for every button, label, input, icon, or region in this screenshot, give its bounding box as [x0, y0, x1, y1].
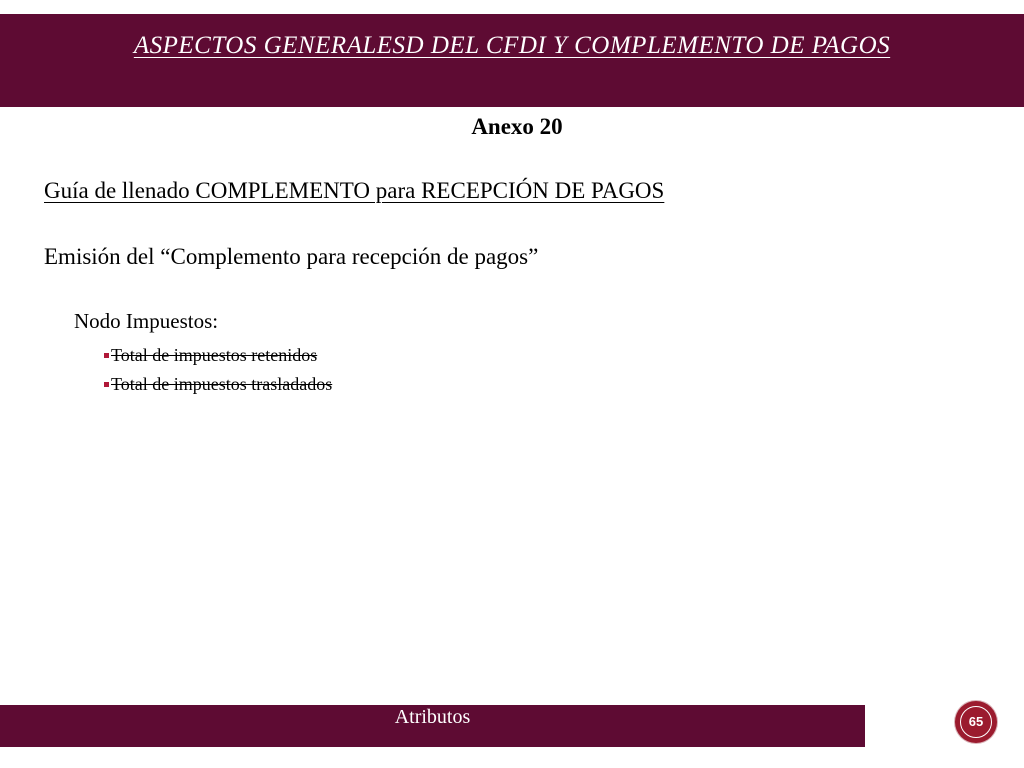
list-item-label: Total de impuestos retenidos — [111, 344, 318, 365]
page-number-badge — [955, 701, 997, 743]
list-item-label: Total de impuestos trasladados — [111, 373, 333, 394]
bullet-icon — [104, 382, 109, 387]
node-label: Nodo Impuestos: — [74, 309, 219, 333]
annex-heading: Anexo 20 — [471, 114, 563, 139]
attribute-list — [104, 340, 332, 398]
guide-title: Guía de llenado COMPLEMENTO para RECEPCIÓN DE PAGOS — [44, 178, 665, 203]
page-number: 65 — [968, 714, 984, 729]
slide-title: ASPECTOS GENERALESD DEL CFDI Y COMPLEMENTO DE PAGOS — [133, 32, 891, 59]
bullet-icon — [104, 353, 109, 358]
list-item — [104, 340, 332, 369]
emission-heading: Emisión del “Complemento para recepción de pagos” — [44, 244, 539, 269]
header-band — [0, 14, 1024, 107]
footer-label: Atributos — [394, 706, 471, 728]
list-item — [104, 369, 332, 398]
